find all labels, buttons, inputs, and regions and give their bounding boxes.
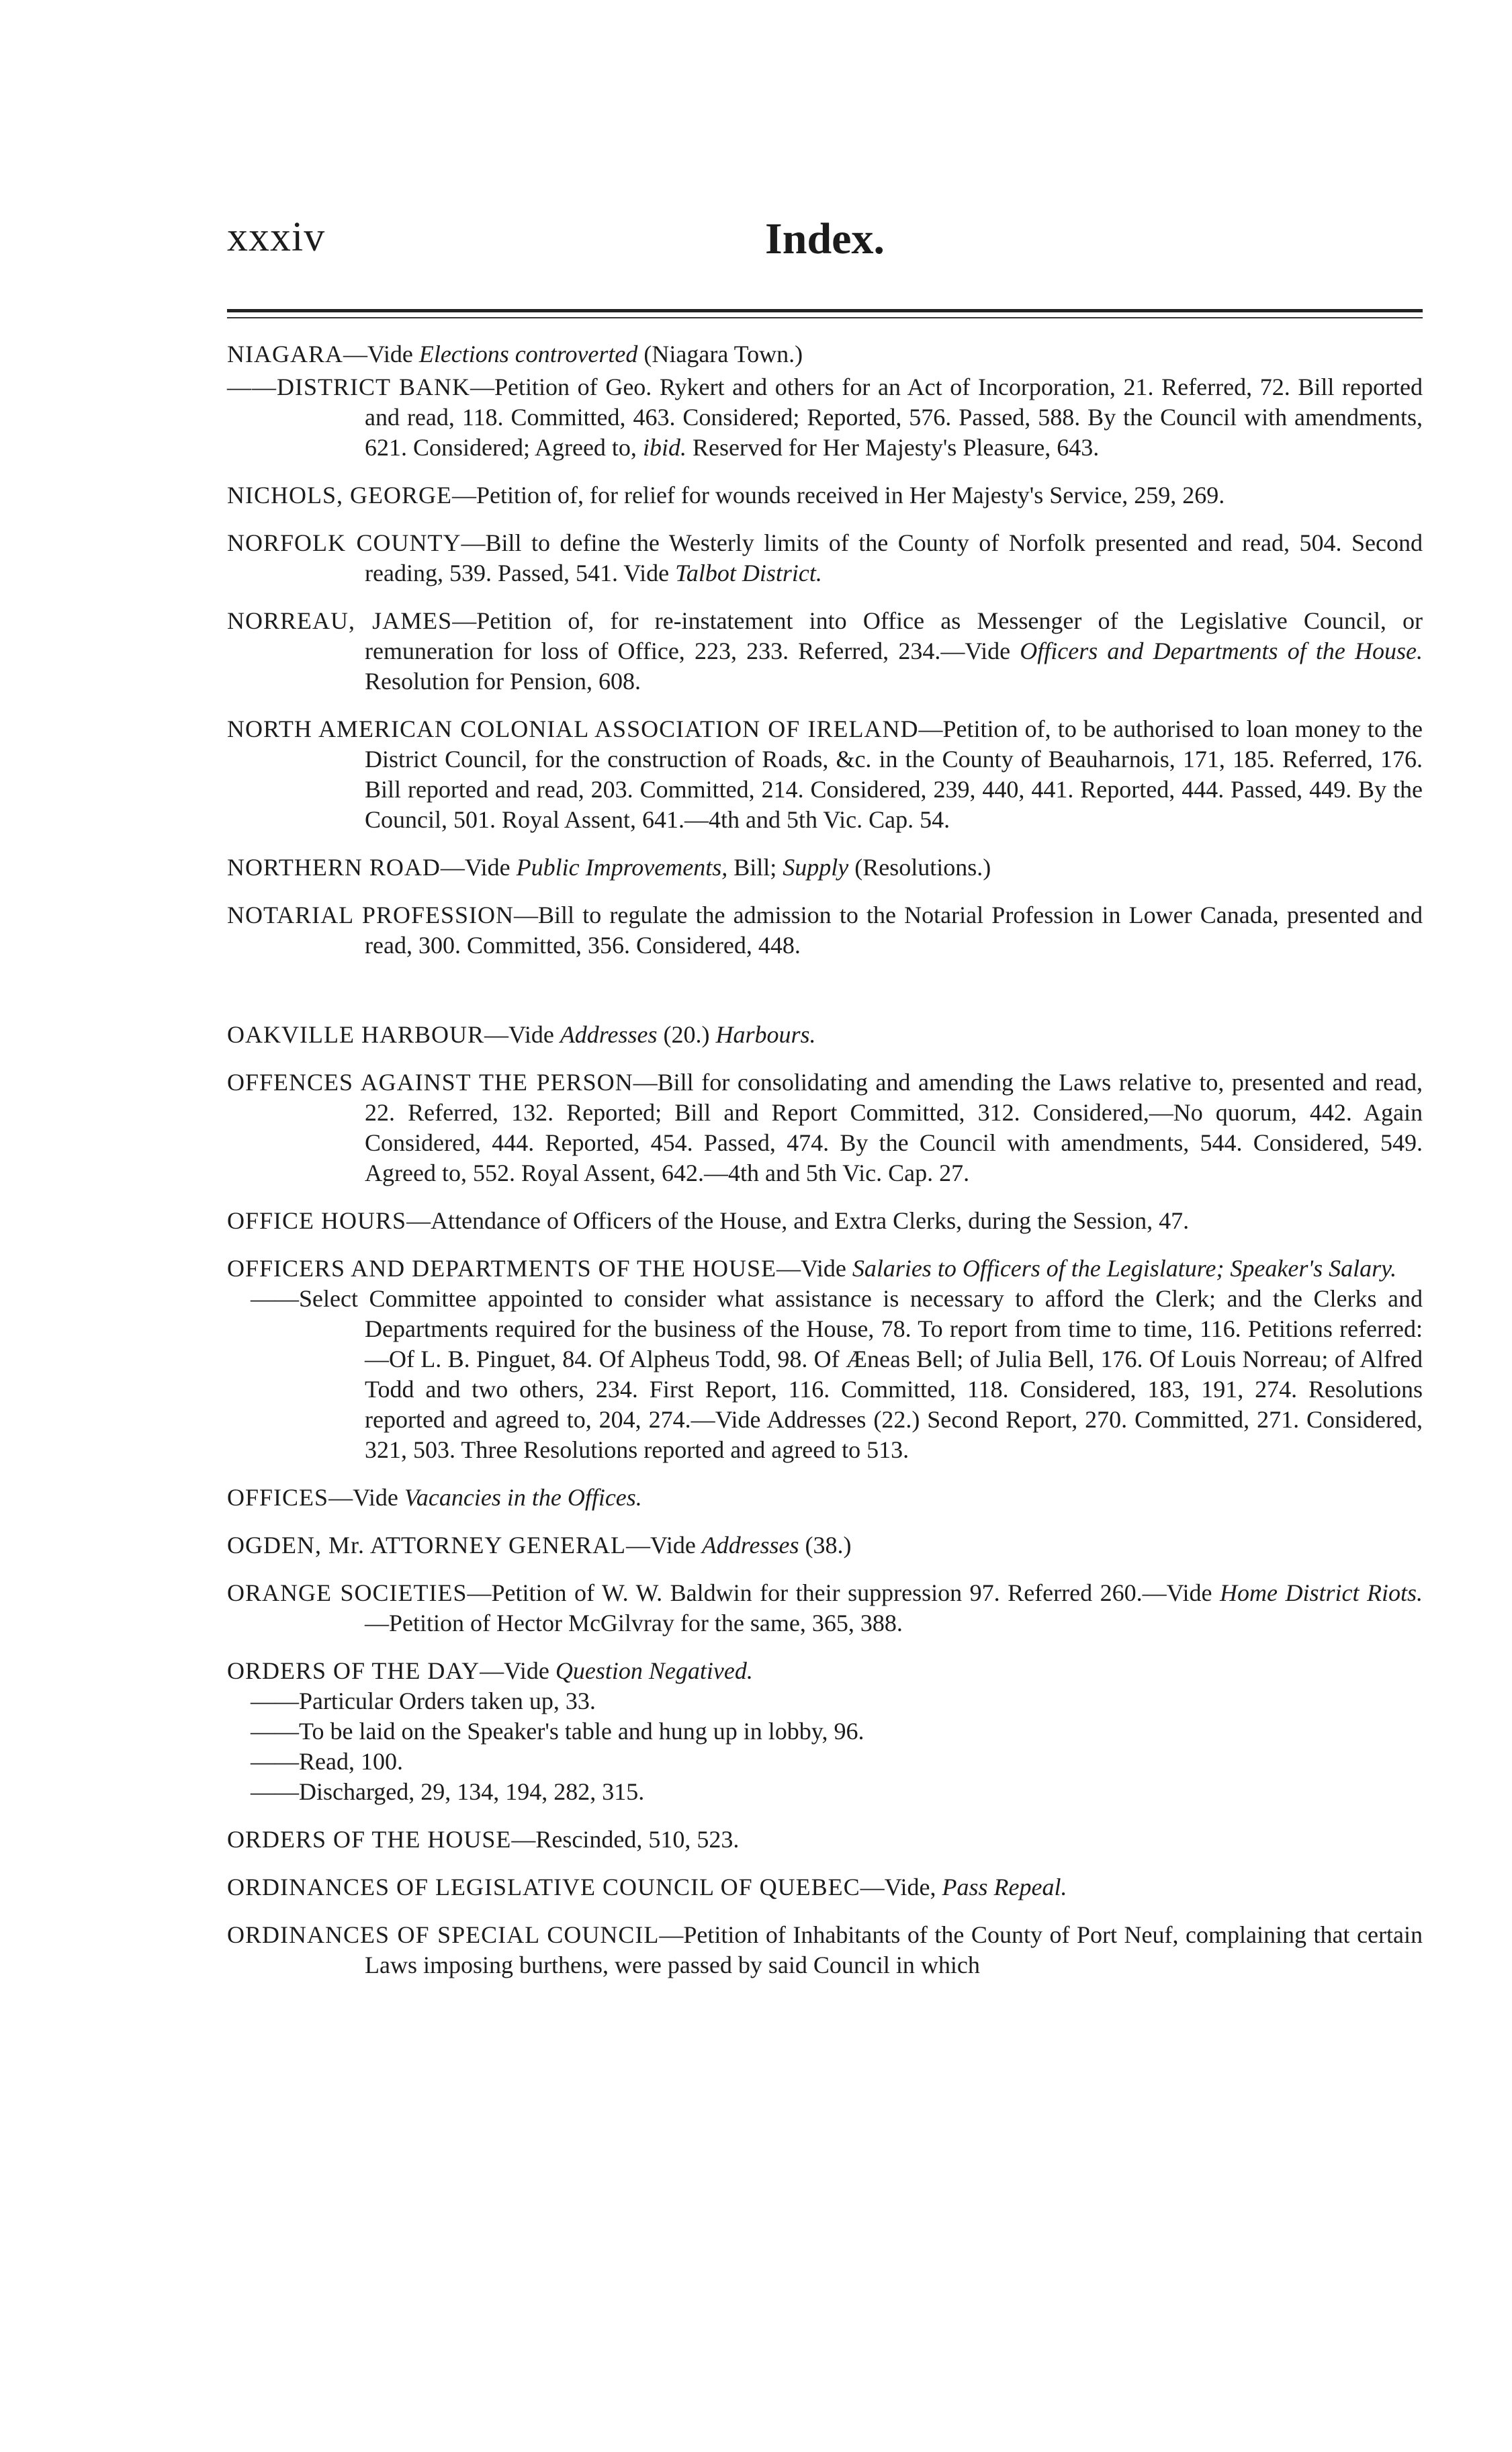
entry-heading: OFFICES xyxy=(227,1484,329,1511)
index-entry-notarial: NOTARIAL PROFESSION—Bill to regulate the admission to the Notarial Profession in Lower Canada, presented and read, 300. Committed, 356. Considered, 448. xyxy=(227,902,1423,959)
index-entry-ordinances-quebec: ORDINANCES OF LEGISLATIVE COUNCIL OF QUEBEC—Vide, Pass Repeal. xyxy=(227,1874,1067,1900)
entry-heading: ORDINANCES OF LEGISLATIVE COUNCIL OF QUEBEC xyxy=(227,1874,860,1900)
page-title: Index. xyxy=(765,214,885,263)
entry-heading: ORDINANCES OF SPECIAL COUNCIL xyxy=(227,1921,660,1948)
index-subentry: ——Discharged, 29, 134, 194, 282, 315. xyxy=(251,1778,645,1805)
index-entry-orange: ORANGE SOCIETIES—Petition of W. W. Baldwin for their suppression 97. Referred 260.—Vide Home District Riots.—Petition of Hector McGilvray for the same, 365, 388. xyxy=(227,1579,1423,1636)
entry-heading: NORTH AMERICAN COLONIAL ASSOCIATION OF IRELAND xyxy=(227,715,919,742)
entry-heading: ——DISTRICT BANK xyxy=(227,374,471,400)
entry-heading: NORTHERN ROAD xyxy=(227,854,441,881)
entry-heading: OGDEN, Mr. ATTORNEY GENERAL xyxy=(227,1532,626,1559)
index-entry-offences: OFFENCES AGAINST THE PERSON—Bill for consolidating and amending the Laws relative to, presented and read, 22. Referred, 132. Reported; Bill and Report Committed, 312. Considered,—No quorum, 442. Again Considered, 444. Reported, 454. Passed, 474. By the Council with amendments, 544. Considered, 549. Agreed to, 552. Royal Assent, 642.—4th and 5th Vic. Cap. 27. xyxy=(227,1069,1423,1186)
index-entry-orders-day: ORDERS OF THE DAY—Vide Question Negatived. xyxy=(227,1657,753,1684)
entry-heading: OFFICE HOURS xyxy=(227,1207,407,1234)
index-entry-offices: OFFICES—Vide Vacancies in the Offices. xyxy=(227,1484,642,1511)
entry-heading: OAKVILLE HARBOUR xyxy=(227,1021,484,1048)
entry-heading: ORANGE SOCIETIES xyxy=(227,1579,468,1606)
index-entry-ogden: OGDEN, Mr. ATTORNEY GENERAL—Vide Addresses (38.) xyxy=(227,1532,852,1559)
entry-heading: NORFOLK COUNTY xyxy=(227,529,461,556)
index-entry-oakville: OAKVILLE HARBOUR—Vide Addresses (20.) Harbours. xyxy=(227,1021,816,1048)
entry-heading: NIAGARA xyxy=(227,341,343,367)
entry-heading: NICHOLS, GEORGE xyxy=(227,482,452,509)
index-entry-district-bank: ——DISTRICT BANK—Petition of Geo. Rykert and others for an Act of Incorporation, 21. Referred, 72. Bill reported and read, 118. Committed, 463. Considered; Reported, 576. Passed, 588. By the Council with amendments, 621. Considered; Agreed to, ibid. Reserved for Her Majesty's Pleasure, 643. xyxy=(227,374,1423,461)
index-subentry: ——Select Committee appointed to consider what assistance is necessary to afford the Clerk; and the Clerks and Departments required for the business of the House, 78. To report from time to time, 116. Petitions referred:—Of L. B. Pinguet, 84. Of Alpheus Todd, 98. Of Æneas Bell; of Julia Bell, 176. Of Louis Norreau; of Alfred Todd and two others, 234. First Report, 116. Committed, 118. Considered, 183, 191, 274. Resolutions reported and agreed to, 204, 274.—Vide Addresses (22.) Second Report, 270. Committed, 271. Considered, 321, 503. Three Resolutions reported and agreed to 513. xyxy=(251,1285,1423,1463)
entry-heading: ORDERS OF THE DAY xyxy=(227,1657,480,1684)
index-entry-niagara: NIAGARA—Vide Elections controverted (Niagara Town.) xyxy=(227,341,803,367)
index-entry-nichols: NICHOLS, GEORGE—Petition of, for relief for wounds received in Her Majesty's Service, 259, 269. xyxy=(227,482,1225,509)
index-entry-norfolk: NORFOLK COUNTY—Bill to define the Westerly limits of the County of Norfolk presented and read, 504. Second reading, 539. Passed, 541. Vide Talbot District. xyxy=(227,529,1423,586)
index-entry-norreau: NORREAU, JAMES—Petition of, for re-instatement into Office as Messenger of the Legislative Council, or remuneration for loss of Office, 223, 233. Referred, 234.—Vide Officers and Departments of the House. Resolution for Pension, 608. xyxy=(227,607,1423,695)
index-entry-officers: OFFICERS AND DEPARTMENTS OF THE HOUSE—Vide Salaries to Officers of the Legislature; Speaker's Salary. xyxy=(227,1255,1397,1282)
entry-heading: NOTARIAL PROFESSION xyxy=(227,902,515,928)
entry-heading: NORREAU, JAMES xyxy=(227,607,453,634)
page-number: xxxiv xyxy=(227,214,326,260)
entry-heading: ORDERS OF THE HOUSE xyxy=(227,1826,512,1853)
page-header xyxy=(227,214,1423,274)
index-entry-northern-road: NORTHERN ROAD—Vide Public Improvements, Bill; Supply (Resolutions.) xyxy=(227,854,991,881)
index-entry-ordinances-special: ORDINANCES OF SPECIAL COUNCIL—Petition of Inhabitants of the County of Port Neuf, complaining that certain Laws imposing burthens, were passed by said Council in which xyxy=(227,1921,1423,1978)
index-subentry: ——To be laid on the Speaker's table and hung up in lobby, 96. xyxy=(251,1718,864,1745)
index-subentry: ——Read, 100. xyxy=(251,1748,403,1775)
index-entry-north-american: NORTH AMERICAN COLONIAL ASSOCIATION OF IRELAND—Petition of, to be authorised to loan money to the District Council, for the construction of Roads, &c. in the County of Beauharnois, 171, 185. Referred, 176. Bill reported and read, 203. Committed, 214. Considered, 239, 440, 441. Reported, 444. Passed, 449. By the Council, 501. Royal Assent, 641.—4th and 5th Vic. Cap. 54. xyxy=(227,715,1423,833)
header-rule-thin xyxy=(227,317,1423,318)
entry-heading: OFFENCES AGAINST THE PERSON xyxy=(227,1069,633,1096)
index-body xyxy=(227,339,1423,1998)
entry-heading: OFFICERS AND DEPARTMENTS OF THE HOUSE xyxy=(227,1255,776,1282)
header-rule xyxy=(227,309,1423,312)
index-entry-orders-house: ORDERS OF THE HOUSE—Rescinded, 510, 523. xyxy=(227,1826,740,1853)
index-subentry: ——Particular Orders taken up, 33. xyxy=(251,1688,596,1714)
index-entry-office-hours: OFFICE HOURS—Attendance of Officers of the House, and Extra Clerks, during the Session, 47. xyxy=(227,1207,1190,1234)
